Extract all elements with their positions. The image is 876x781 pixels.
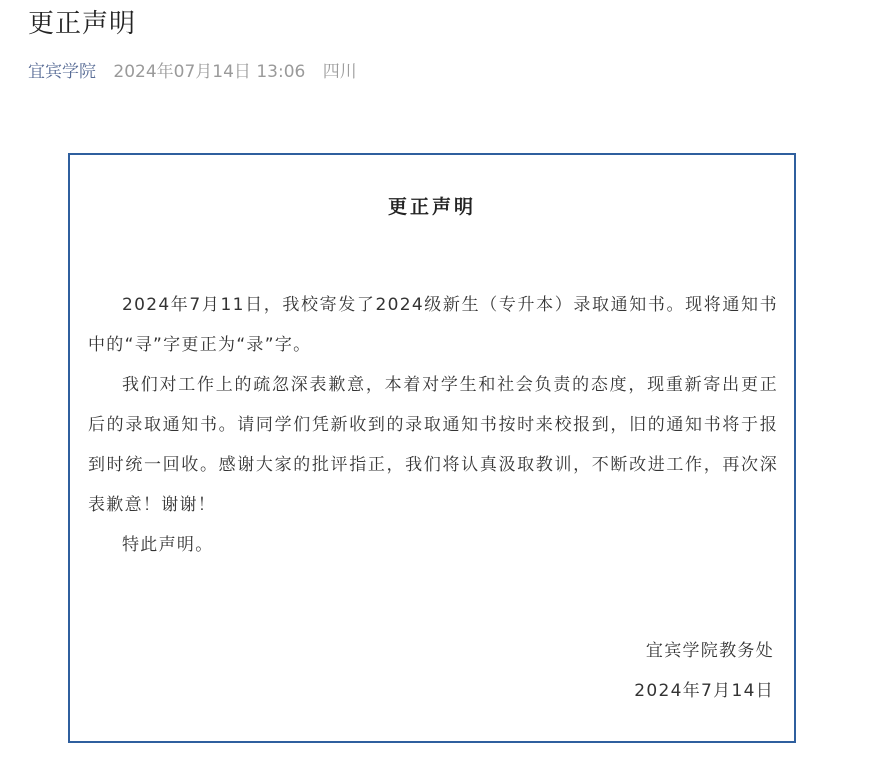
notice-body [88, 285, 778, 565]
publish-location: 四川 [322, 62, 357, 82]
notice-paragraph: 2024年7月11日，我校寄发了2024级新生（专升本）录取通知书。现将通知书中的“寻”字更正为“录”字。 [88, 295, 778, 355]
notice-image [68, 153, 796, 743]
notice-signature [634, 631, 774, 711]
signature-department: 宜宾学院教务处 [645, 641, 774, 661]
notice-heading: 更正声明 [387, 196, 476, 218]
notice-paragraph: 特此声明。 [122, 535, 214, 555]
article-title: 更正声明 [28, 9, 137, 39]
article-meta [28, 60, 357, 84]
source-link[interactable]: 宜宾学院 [28, 62, 96, 82]
signature-date: 2024年7月14日 [634, 681, 774, 701]
publish-time: 2024年07月14日 13:06 [113, 62, 306, 82]
notice-paragraph: 我们对工作上的疏忽深表歉意，本着对学生和社会负责的态度，现重新寄出更正后的录取通知书。请同学们凭新收到的录取通知书按时来校报到，旧的通知书将于报到时统一回收。感谢大家的批评指正，我们将认真汲取教训，不断改进工作，再次深表歉意！谢谢！ [88, 375, 778, 515]
